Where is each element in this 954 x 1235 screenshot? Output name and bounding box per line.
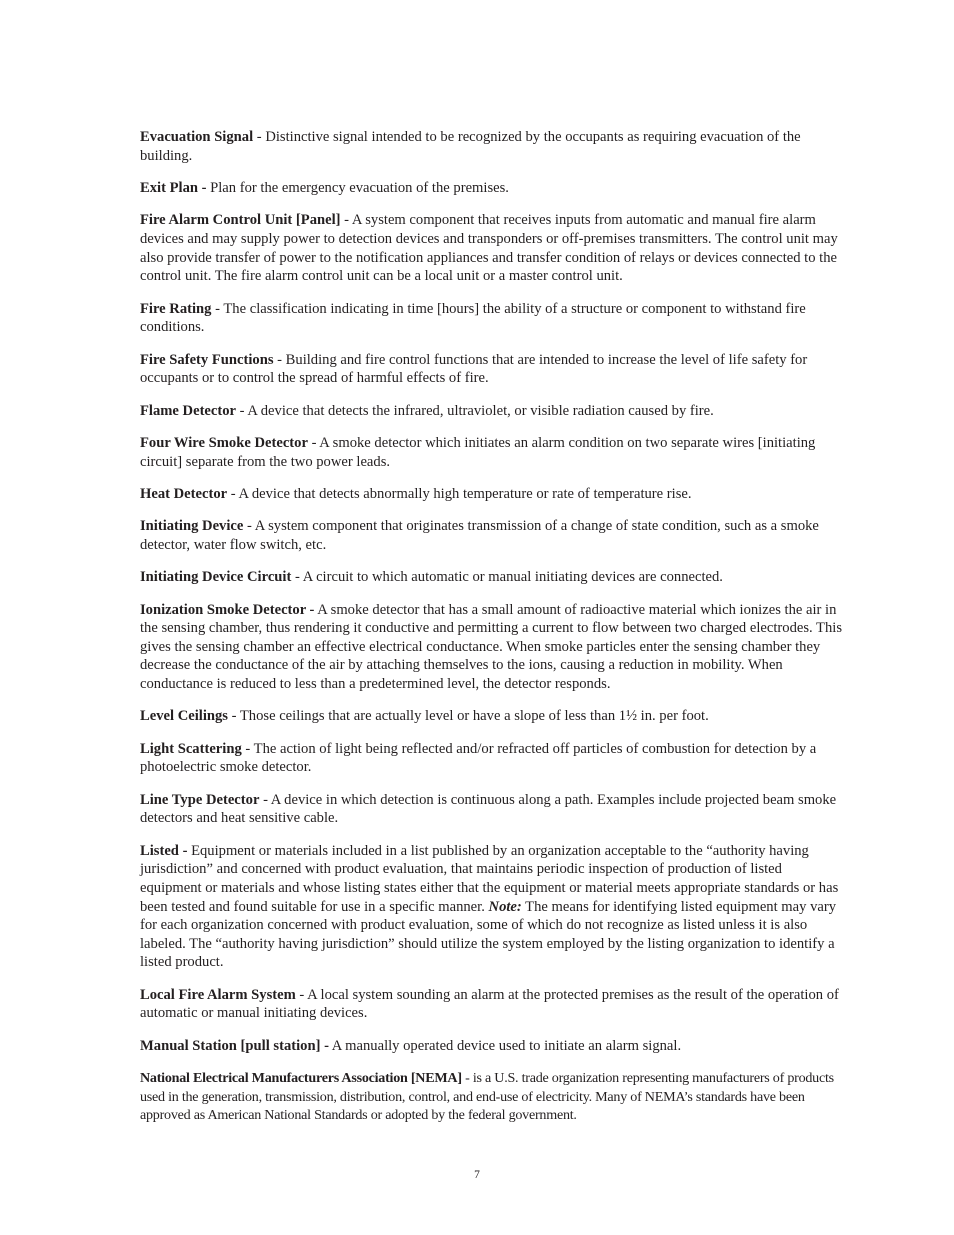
note-label: Note: <box>488 898 522 915</box>
glossary-term: Evacuation Signal <box>140 129 254 145</box>
glossary-term: Exit Plan - <box>140 179 207 196</box>
glossary-definition: A manually operated device used to initiate an alarm signal. <box>331 1037 682 1054</box>
glossary-separator: - <box>243 518 255 535</box>
glossary-term: Fire Alarm Control Unit [Panel] <box>140 212 341 229</box>
page-number: 7 <box>474 1169 480 1181</box>
glossary-term: Local Fire Alarm System <box>140 986 296 1003</box>
glossary-entry <box>140 211 842 285</box>
glossary-entry <box>140 986 842 1023</box>
glossary-entry <box>140 601 842 694</box>
glossary-separator: - <box>295 986 308 1003</box>
glossary-definition: A local system sounding an alarm at the protected premises as the result of the operation of automatic or manual initiating devices. <box>140 986 839 1022</box>
glossary-definition: A device that detects the infrared, ultraviolet, or visible radiation caused by fire. <box>247 402 714 419</box>
glossary-entry <box>140 351 842 388</box>
glossary-definition-part: The means for identifying listed equipment may vary for each organization concerned with product evaluation, some of which do not recognize as listed unless it is also labeled. The “authority having jurisdiction” should utilize the system employed by the listing organization to identify a listed product. <box>140 898 837 971</box>
glossary-definition: is a U.S. trade organization representing manufacturers of products used in the generation, transmission, distribution, control, and end-use of electricity. Many of NEMA’s standards have been approved as American National Standards or adopted by the federal government. <box>140 1070 834 1124</box>
glossary-term: Ionization Smoke Detector - <box>140 601 315 618</box>
glossary-separator: - <box>340 212 352 229</box>
glossary-definition: A smoke detector which initiates an alarm condition on two separate wires [initiating circuit] separate from the two power leads. <box>140 434 816 470</box>
glossary-definition: A system component that originates transmission of a change of state condition, such as a smoke detector, water flow switch, etc. <box>140 518 819 553</box>
glossary-entries-group <box>140 128 842 828</box>
glossary-term: Flame Detector <box>140 402 237 419</box>
glossary-definition: A device in which detection is continuous along a path. Examples include projected beam smoke detectors and heat sensitive cable. <box>140 791 837 827</box>
glossary-separator: - <box>259 791 271 808</box>
glossary-entry <box>140 402 842 421</box>
glossary-content <box>140 128 842 1139</box>
glossary-definition: A circuit to which automatic or manual initiating devices are connected. <box>302 569 723 586</box>
glossary-term: Initiating Device <box>140 518 244 535</box>
glossary-entry <box>140 485 842 504</box>
glossary-entry <box>140 517 842 554</box>
glossary-term: Fire Safety Functions <box>140 351 274 368</box>
glossary-separator: - <box>227 708 240 725</box>
glossary-definition: The action of light being reflected and/or refracted off particles of combustion for detection by a photoelectric smoke detector. <box>140 740 817 776</box>
glossary-separator: - <box>236 402 248 419</box>
glossary-entry <box>140 568 842 587</box>
glossary-entry-nema <box>140 1069 842 1125</box>
glossary-definition: A smoke detector that has a small amount of radioactive material which ionizes the air in the sensing chamber, thus rendering it conductive and permitting a current to flow between two charged electrodes. This gives the sensing chamber an effective electrical conductance. When smoke particles enter the sensing chamber they decrease the conductance of the air by attaching themselves to the ions, causing a reduction in mobility. When conductance is reduced to less than a predetermined level, the detector responds. <box>140 601 842 693</box>
glossary-definition: A system component that receives inputs from automatic and manual fire alarm devices and may supply power to detection devices and transponders or off-premises transmitters. The control unit may also provide transfer of power to the notification appliances and transfer condition of relays or devices connected to the control unit. The fire alarm control unit can be a local unit or a master control unit. <box>140 212 838 285</box>
glossary-definition: Distinctive signal intended to be recognized by the occupants as requiring evacuation of the building. <box>140 129 801 164</box>
glossary-entry-listed <box>140 842 842 972</box>
glossary-entry <box>140 300 842 337</box>
glossary-entry <box>140 128 842 165</box>
glossary-definition: Those ceilings that are actually level or have a slope of less than 1½ in. per foot. <box>239 708 709 725</box>
glossary-separator: - <box>253 129 266 145</box>
glossary-term: Fire Rating <box>140 300 212 317</box>
glossary-definition-part: Equipment or materials included in a list published by an organization acceptable to the “authority having jurisdiction” and concerned with product evaluation, that maintains periodic inspection of production of listed equipment or materials and whose listing states either that the equipment or material meets appropriate standards or has been tested and found suitable for use in a specific manner. <box>140 842 839 915</box>
glossary-definition: Plan for the emergency evacuation of the premises. <box>210 179 509 196</box>
glossary-term: National Electrical Manufacturers Association [NEMA] <box>140 1070 462 1087</box>
glossary-entry <box>140 707 842 726</box>
glossary-separator: - <box>307 434 320 451</box>
glossary-separator: - <box>227 485 239 502</box>
glossary-term: Light Scattering <box>140 740 242 757</box>
glossary-term: Initiating Device Circuit <box>140 569 292 586</box>
glossary-entry <box>140 1037 842 1056</box>
glossary-term: Four Wire Smoke Detector <box>140 434 308 451</box>
glossary-separator: - <box>241 740 254 757</box>
glossary-entries-group <box>140 986 842 1056</box>
glossary-entry <box>140 434 842 471</box>
glossary-definition: The classification indicating in time [hours] the ability of a structure or component to withstand fire conditions. <box>140 300 806 336</box>
glossary-definition: Building and fire control functions that are intended to increase the level of life safety for occupants or to control the spread of harmful effects of fire. <box>140 351 808 387</box>
glossary-term: Line Type Detector <box>140 791 260 808</box>
glossary-separator: - <box>273 351 286 368</box>
glossary-separator: - <box>461 1070 473 1087</box>
glossary-separator: - <box>291 569 303 586</box>
glossary-term: Listed - <box>140 842 188 859</box>
glossary-entry <box>140 791 842 828</box>
glossary-term: Heat Detector <box>140 485 228 502</box>
glossary-separator: - <box>211 300 224 317</box>
glossary-term: Manual Station [pull station] - <box>140 1037 329 1054</box>
glossary-entry <box>140 740 842 777</box>
glossary-entry <box>140 179 842 198</box>
glossary-definition: A device that detects abnormally high temperature or rate of temperature rise. <box>238 485 692 502</box>
glossary-term: Level Ceilings <box>140 708 228 725</box>
